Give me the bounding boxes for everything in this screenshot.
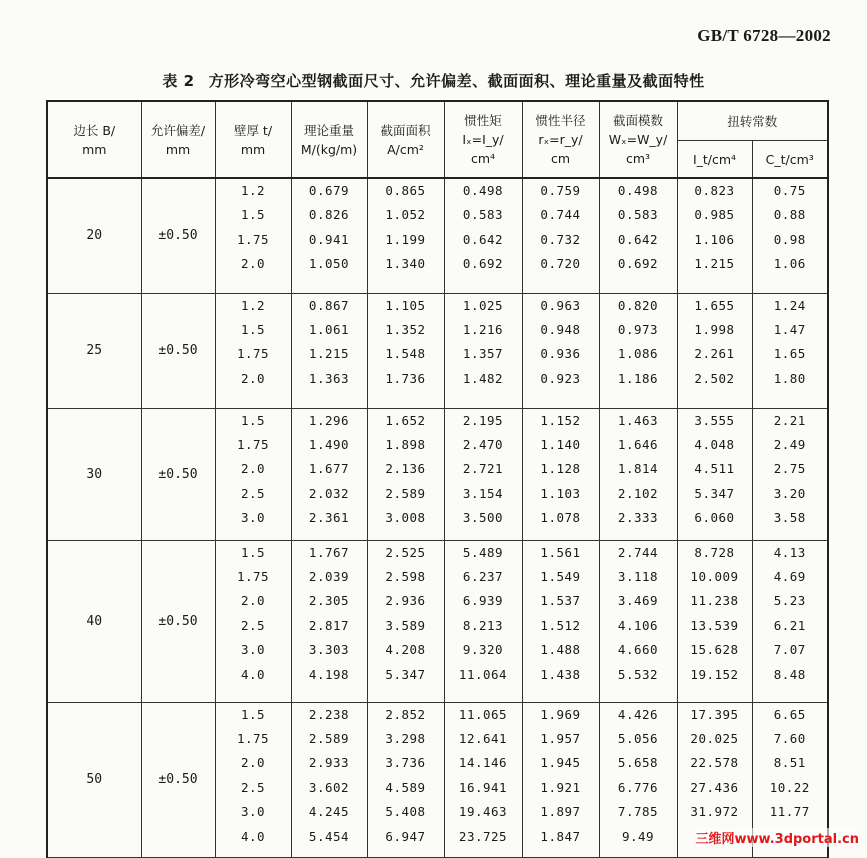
value: 1.216 (462, 321, 504, 337)
value: 2.305 (308, 593, 350, 609)
value: 1.140 (540, 436, 581, 452)
value: 0.744 (540, 207, 581, 223)
value: 8.51 (773, 755, 806, 771)
value: 1.061 (308, 321, 350, 337)
value: 1.957 (540, 730, 581, 746)
torsion-ct-values (752, 408, 828, 540)
value: 4.048 (694, 436, 735, 452)
tolerance-cell: ±0.50 (141, 178, 215, 293)
inertia-values (444, 178, 522, 293)
torsion-it-values (677, 408, 752, 540)
torsion-it-values (677, 293, 752, 408)
value: 1.103 (540, 485, 581, 501)
inertia-values (444, 702, 522, 857)
value: 0.867 (308, 297, 350, 313)
header-tolerance: 允许偏差/ mm (141, 101, 215, 178)
tolerance-cell: ±0.50 (141, 293, 215, 408)
value: 4.0 (240, 666, 266, 682)
value: 7.07 (773, 642, 806, 658)
value: 5.056 (617, 730, 659, 746)
value: 1.24 (773, 297, 806, 313)
value: 11.238 (690, 593, 739, 609)
inertia-values (444, 540, 522, 702)
size-group-row (47, 408, 828, 540)
value: 2.817 (308, 617, 350, 633)
thickness-values (215, 702, 291, 857)
value: 1.5 (240, 544, 266, 560)
value: 8.48 (773, 666, 806, 682)
value: 2.75 (773, 461, 806, 477)
size-group-row (47, 293, 828, 408)
value: 3.58 (773, 510, 806, 526)
value: 2.5 (240, 617, 266, 633)
value: 0.692 (462, 256, 504, 272)
value: 1.463 (617, 412, 659, 428)
value: 3.20 (773, 485, 806, 501)
value: 1.512 (540, 617, 581, 633)
header-area: 截面面积 A/cm² (367, 101, 444, 178)
radius-values (522, 540, 599, 702)
value: 2.5 (240, 779, 266, 795)
value: 16.941 (458, 779, 508, 795)
value: 1.65 (773, 346, 806, 362)
value: 0.941 (308, 231, 350, 247)
value: 4.660 (617, 642, 659, 658)
radius-values (522, 293, 599, 408)
value: 1.945 (540, 755, 581, 771)
weight-values (291, 408, 367, 540)
modulus-values (599, 293, 677, 408)
value: 2.195 (462, 412, 504, 428)
value: 2.589 (308, 730, 350, 746)
value: 27.436 (690, 779, 739, 795)
value: 0.583 (462, 207, 504, 223)
value: 2.589 (385, 485, 426, 501)
value: 5.532 (617, 666, 659, 682)
value: 1.438 (540, 666, 581, 682)
value: 1.215 (694, 256, 735, 272)
value: 2.361 (308, 510, 350, 526)
value: 6.237 (462, 568, 504, 584)
side-length-cell: 50 (47, 702, 141, 857)
value: 2.0 (240, 593, 266, 609)
value: 3.736 (385, 755, 426, 771)
value: 20.025 (690, 730, 739, 746)
value: 1.537 (540, 593, 581, 609)
value: 1.490 (308, 436, 350, 452)
value: 1.050 (308, 256, 350, 272)
modulus-values (599, 408, 677, 540)
value: 1.152 (540, 412, 581, 428)
area-values (367, 293, 444, 408)
section-properties-table (46, 100, 829, 858)
weight-values (291, 178, 367, 293)
standard-code: GB/T 6728—2002 (697, 26, 831, 45)
area-values (367, 702, 444, 857)
value: 6.65 (773, 706, 806, 722)
value: 3.0 (240, 642, 266, 658)
value: 1.5 (240, 412, 266, 428)
torsion-it-values (677, 540, 752, 702)
area-values (367, 540, 444, 702)
torsion-ct-values (752, 293, 828, 408)
tolerance-cell: ±0.50 (141, 540, 215, 702)
header-radius-of-gyration: 惯性半径 rₓ=r_y/ cm (522, 101, 599, 178)
value: 31.972 (690, 804, 739, 820)
value: 1.363 (308, 370, 350, 386)
value: 1.488 (540, 642, 581, 658)
value: 1.75 (236, 346, 270, 362)
area-values (367, 178, 444, 293)
value: 2.333 (617, 510, 659, 526)
value: 2.525 (385, 544, 426, 560)
value: 0.88 (773, 207, 806, 223)
value: 0.985 (694, 207, 735, 223)
value: 0.923 (540, 370, 581, 386)
value: 3.0 (240, 804, 266, 820)
value: 1.215 (308, 346, 350, 362)
value: 0.826 (308, 207, 350, 223)
value: 9.49 (621, 828, 655, 844)
value: 1.106 (694, 231, 735, 247)
value: 1.052 (385, 207, 426, 223)
value: 6.060 (694, 510, 735, 526)
radius-values (522, 408, 599, 540)
modulus-values (599, 702, 677, 857)
radius-values (522, 702, 599, 857)
value: 1.47 (773, 321, 806, 337)
value: 0.498 (617, 183, 659, 198)
value: 3.298 (385, 730, 426, 746)
value: 3.602 (308, 779, 350, 795)
value: 1.352 (385, 321, 426, 337)
value: 2.0 (240, 370, 266, 386)
header-ct: C_t/cm³ (752, 141, 828, 179)
value: 2.238 (308, 706, 350, 722)
value: 0.98 (773, 231, 806, 247)
value: 1.548 (385, 346, 426, 362)
value: 6.947 (385, 828, 426, 844)
value: 1.2 (240, 183, 266, 198)
value: 4.511 (694, 461, 735, 477)
value: 1.561 (540, 544, 581, 560)
value: 10.22 (769, 779, 810, 795)
value: 1.078 (540, 510, 581, 526)
value: 2.136 (385, 461, 426, 477)
radius-values (522, 178, 599, 293)
side-length-cell: 20 (47, 178, 141, 293)
value: 0.642 (462, 231, 504, 247)
value: 2.744 (617, 544, 659, 560)
value: 4.426 (617, 706, 659, 722)
value: 1.105 (385, 297, 426, 313)
value: 0.963 (540, 297, 581, 313)
value: 1.086 (617, 346, 659, 362)
value: 1.80 (773, 370, 806, 386)
value: 3.555 (694, 412, 735, 428)
value: 1.5 (240, 207, 266, 223)
value: 12.641 (458, 730, 508, 746)
value: 6.776 (617, 779, 659, 795)
value: 5.347 (385, 666, 426, 682)
value: 4.245 (308, 804, 350, 820)
torsion-ct-values (752, 540, 828, 702)
table-title: 方形冷弯空心型钢截面尺寸、允许偏差、截面面积、理论重量及截面特性 (208, 72, 705, 90)
value: 9.320 (462, 642, 504, 658)
header-weight: 理论重量 M/(kg/m) (291, 101, 367, 178)
value: 4.0 (240, 828, 266, 844)
value: 0.498 (462, 183, 504, 198)
header-moment-of-inertia: 惯性矩 Iₓ=I_y/ cm⁴ (444, 101, 522, 178)
weight-values (291, 293, 367, 408)
value: 0.75 (773, 183, 806, 198)
value: 2.502 (694, 370, 735, 386)
value: 3.0 (240, 510, 266, 526)
size-group-row (47, 540, 828, 702)
value: 4.106 (617, 617, 659, 633)
value: 3.118 (617, 568, 659, 584)
value: 1.998 (694, 321, 735, 337)
value: 1.296 (308, 412, 350, 428)
value: 1.814 (617, 461, 659, 477)
value: 2.5 (240, 485, 266, 501)
value: 1.199 (385, 231, 426, 247)
value: 5.489 (462, 544, 504, 560)
value: 1.921 (540, 779, 581, 795)
value: 1.677 (308, 461, 350, 477)
value: 11.064 (458, 666, 508, 682)
value: 5.454 (308, 828, 350, 844)
value: 0.865 (385, 183, 426, 198)
value: 0.692 (617, 256, 659, 272)
value: 7.60 (773, 730, 806, 746)
value: 1.897 (540, 804, 581, 820)
value: 0.973 (617, 321, 659, 337)
thickness-values (215, 408, 291, 540)
side-length-cell: 25 (47, 293, 141, 408)
value: 1.549 (540, 568, 581, 584)
value: 2.21 (773, 412, 806, 428)
thickness-values (215, 293, 291, 408)
value: 2.0 (240, 461, 266, 477)
value: 3.303 (308, 642, 350, 658)
value: 0.823 (694, 183, 735, 198)
value: 0.720 (540, 256, 581, 272)
value: 17.395 (690, 706, 739, 722)
value: 2.032 (308, 485, 350, 501)
value: 6.939 (462, 593, 504, 609)
torsion-ct-values (752, 178, 828, 293)
value: 5.23 (773, 593, 806, 609)
inertia-values (444, 293, 522, 408)
value: 4.198 (308, 666, 350, 682)
value: 1.2 (240, 297, 266, 313)
value: 10.009 (690, 568, 739, 584)
value: 5.658 (617, 755, 659, 771)
value: 1.75 (236, 730, 270, 746)
header-thickness: 壁厚 t/ mm (215, 101, 291, 178)
value: 4.13 (773, 544, 806, 560)
header-it: I_t/cm⁴ (677, 141, 752, 179)
weight-values (291, 702, 367, 857)
inertia-values (444, 408, 522, 540)
area-values (367, 408, 444, 540)
value: 1.357 (462, 346, 504, 362)
value: 1.767 (308, 544, 350, 560)
value: 3.589 (385, 617, 426, 633)
value: 1.128 (540, 461, 581, 477)
tolerance-cell: ±0.50 (141, 408, 215, 540)
torsion-it-values (677, 178, 752, 293)
watermark: 三维网www.3dportal.cn (696, 828, 859, 847)
modulus-values (599, 178, 677, 293)
table-caption (0, 70, 867, 91)
value: 1.482 (462, 370, 504, 386)
value: 5.347 (694, 485, 735, 501)
side-length-cell: 30 (47, 408, 141, 540)
value: 5.408 (385, 804, 426, 820)
value: 2.0 (240, 755, 266, 771)
value: 2.852 (385, 706, 426, 722)
value: 0.936 (540, 346, 581, 362)
thickness-values (215, 178, 291, 293)
thickness-values (215, 540, 291, 702)
value: 3.500 (462, 510, 504, 526)
value: 3.154 (462, 485, 504, 501)
value: 0.583 (617, 207, 659, 223)
value: 3.008 (385, 510, 426, 526)
value: 2.0 (240, 256, 266, 272)
value: 8.728 (694, 544, 735, 560)
side-length-cell: 40 (47, 540, 141, 702)
value: 0.679 (308, 183, 350, 198)
value: 11.77 (769, 804, 810, 820)
value: 1.969 (540, 706, 581, 722)
value: 8.213 (462, 617, 504, 633)
table-number: 表 2 (162, 72, 195, 90)
value: 13.539 (690, 617, 739, 633)
value: 1.5 (240, 706, 266, 722)
value: 19.463 (458, 804, 508, 820)
size-group-row (47, 178, 828, 293)
value: 0.820 (617, 297, 659, 313)
value: 14.146 (458, 755, 508, 771)
value: 1.646 (617, 436, 659, 452)
value: 0.642 (617, 231, 659, 247)
value: 3.469 (617, 593, 659, 609)
value: 7.785 (617, 804, 659, 820)
value: 2.598 (385, 568, 426, 584)
value: 2.933 (308, 755, 350, 771)
value: 15.628 (690, 642, 739, 658)
value: 1.186 (617, 370, 659, 386)
value: 2.936 (385, 593, 426, 609)
value: 0.759 (540, 183, 581, 198)
value: 1.025 (462, 297, 504, 313)
value: 23.725 (458, 828, 508, 844)
header-torsion-constant: 扭转常数 (677, 101, 828, 141)
value: 1.75 (236, 568, 270, 584)
value: 1.847 (540, 828, 581, 844)
value: 2.102 (617, 485, 659, 501)
value: 4.589 (385, 779, 426, 795)
value: 1.75 (236, 436, 270, 452)
value: 0.948 (540, 321, 581, 337)
tolerance-cell: ±0.50 (141, 702, 215, 857)
value: 2.721 (462, 461, 504, 477)
value: 1.736 (385, 370, 426, 386)
value: 1.898 (385, 436, 426, 452)
value: 11.065 (458, 706, 508, 722)
value: 1.652 (385, 412, 426, 428)
value: 1.655 (694, 297, 735, 313)
value: 1.5 (240, 321, 266, 337)
value: 0.732 (540, 231, 581, 247)
value: 2.039 (308, 568, 350, 584)
weight-values (291, 540, 367, 702)
value: 2.49 (773, 436, 806, 452)
value: 6.21 (773, 617, 806, 633)
value: 2.470 (462, 436, 504, 452)
value: 1.340 (385, 256, 426, 272)
modulus-values (599, 540, 677, 702)
header-section-modulus: 截面模数 Wₓ=W_y/ cm³ (599, 101, 677, 178)
value: 4.208 (385, 642, 426, 658)
value: 19.152 (690, 666, 739, 682)
value: 2.261 (694, 346, 735, 362)
value: 4.69 (773, 568, 806, 584)
value: 1.06 (773, 256, 806, 272)
value: 22.578 (690, 755, 739, 771)
header-side-length: 边长 B/ mm (47, 101, 141, 178)
value: 1.75 (236, 231, 270, 247)
